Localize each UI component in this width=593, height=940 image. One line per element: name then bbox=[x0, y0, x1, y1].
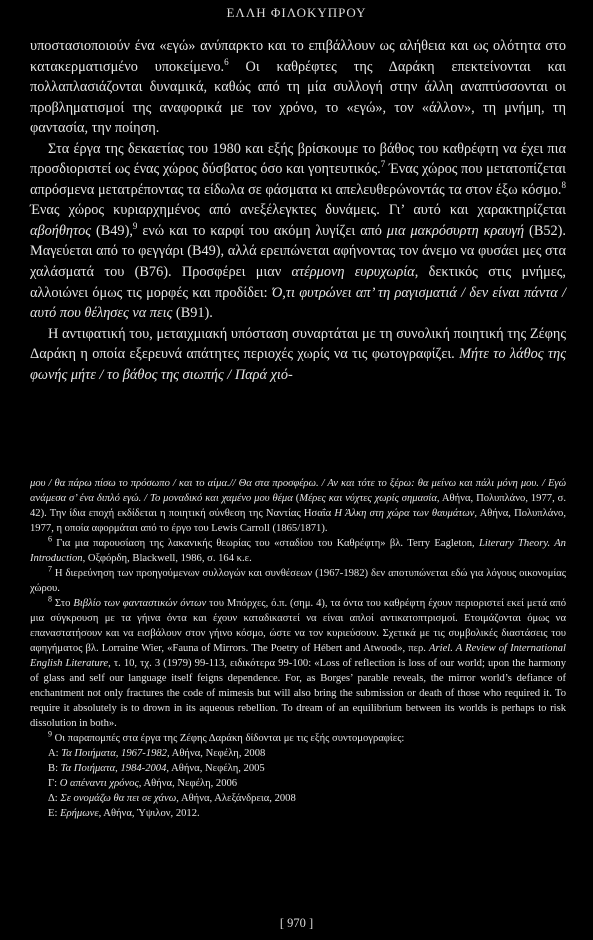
text-span: , δεκτικός στις μνήμες, αλλοιώνει όμως τις μορφές και προδίδει: bbox=[30, 264, 566, 301]
page-number: [ 970 ] bbox=[279, 916, 314, 930]
text-span: Οι παραπομπές στα έργα της Ζέφης Δαράκη δίδονται με τις εξής συντομογραφίες: bbox=[52, 733, 405, 744]
text-span: , Οξφόρδη, Blackwell, 1986, σ. 164 κ.ε. bbox=[82, 553, 252, 564]
running-head: ΕΛΛΗ ΦΙΛΟΚΥΠΡΟΥ bbox=[226, 5, 367, 20]
text-span: , Αθήνα, Πολυπλάνο, 1977, σ. 42). Την ίδια εποχή εκδίδεται η ποιητική σύνθεση της Ναντίας Ησαΐα bbox=[30, 493, 567, 519]
text-span: Στα έργα της δεκαετίας του 1980 και εξής βρίσκουμε το βάθος του καθρέφτη να έχει πια προσδιοριστεί ως ένας χώρος δύσβατος όσο και γοητευτικός. bbox=[30, 140, 566, 178]
book-title: Η Άλκη στη χώρα των θαυμάτων bbox=[334, 508, 475, 519]
footnote-ref[interactable]: 7 bbox=[380, 159, 386, 170]
italic-quote: Μήτε το λάθος της φωνής μήτε / το βάθος της σιωπής / Παρά χιό- bbox=[30, 346, 566, 383]
paragraph bbox=[30, 324, 566, 386]
text-span: , Αθήνα, Ύψιλον, 2012. bbox=[98, 808, 200, 819]
text-span: Ένας χώρος που μετατοπίζεται απρόσμενα μετατρέποντας τα είδωλα σε φάσματα κι απελευθερώνοντάς τα στον έξω κόσμο. bbox=[30, 161, 566, 198]
text-span: ( bbox=[292, 493, 300, 504]
text-span: , Αθήνα, Νεφέλη, 2005 bbox=[166, 763, 265, 774]
text-span: Ένας χώρος κυριαρχημένος από ανεξέλεγκτες δυνάμεις. Γι’ αυτό και χαρακτηρίζεται bbox=[30, 202, 566, 219]
text-span: Οι καθρέφτες της Δαράκη επεκτείνονται και πολλαπλασιάζονται δυναμικά, καθώς από τη μία συλλογή στην άλλη αναπτύσσονται οι προβληματισμοί της αναφορικά με τον χρόνο, το «εγώ», τον «άλλον», τη μνήμη, τη φαντασία, την ποίηση. bbox=[30, 58, 566, 137]
footnote-7 bbox=[30, 566, 566, 596]
abbreviation-code: Γ: bbox=[48, 778, 60, 789]
text-span: , Αθήνα, Αλεξάνδρεια, 2008 bbox=[176, 793, 296, 804]
abbreviation-code: Β: bbox=[48, 763, 61, 774]
footnote-8 bbox=[30, 596, 566, 731]
paragraph bbox=[30, 139, 566, 324]
italic-quote: μια μακρόσυρτη κραυγή bbox=[386, 222, 525, 239]
text-span: Η διερεύνηση των προηγούμενων συλλογών και συνθέσεων (1967-1982) δεν αποτυπώνεται εδώ για λόγους οικονομίας χώρου. bbox=[30, 568, 566, 594]
footnote-ref[interactable]: 8 bbox=[561, 180, 566, 191]
text-span: , Αθήνα, Νεφέλη, 2008 bbox=[166, 748, 266, 759]
footnote-number: 8 bbox=[48, 594, 52, 604]
journal-title: Ariel. A Review of International English Literature bbox=[30, 643, 566, 669]
text-span: Στο bbox=[52, 598, 74, 609]
book-title: Τα Ποιήματα, 1984-2004 bbox=[60, 763, 167, 774]
footnote-9 bbox=[30, 731, 566, 746]
book-title: Ερήμωνε bbox=[60, 808, 99, 819]
text-span: , Αθήνα, Νεφέλη, 2006 bbox=[138, 778, 238, 789]
footnotes bbox=[30, 476, 566, 821]
text-span: , Αθήνα, Πολυπλάνο, 1977, η οποία αφορμάται από το έργο του Lewis Carroll (1865/1871). bbox=[30, 508, 566, 534]
text-span: υποστασιοποιούν ένα «εγώ» ανύπαρκτο και το επιβάλλουν ως αλήθεια και ως ολότητα στο κατακερματισμένο υποκείμενο. bbox=[30, 38, 566, 75]
text-span: , τ. 10, τχ. 3 (1979) 99-113, ειδικότερα 99-100: «Loss of reflection is loss of our world; upon the harmony of glass and self our language itself feigns dependence. For, as Borges’ parable reveals, the mirror world’s defiance of enchantment not only fractures the code of mimesis but will also bring the submission or death of those who required it. To require it absolutely is to drown in its aqueous rebellion. To dream of an equilibrium between its worlds is perhaps to risk dissolution in both». bbox=[30, 658, 566, 729]
text-span: ενώ και το καρφί του ακόμη λυγίζει από bbox=[137, 222, 387, 239]
text-span: (B49), bbox=[91, 222, 133, 239]
abbreviation-code: Ε: bbox=[48, 808, 61, 819]
book-title: Σε ονομάζω θα πει σε χάνω bbox=[60, 793, 177, 804]
italic-quote: αβοήθητος bbox=[30, 222, 92, 239]
footnote-6 bbox=[30, 536, 566, 566]
text-span: του Μπόρχες, ό.π. (σημ. 4), τα όντα του καθρέφτη έχουν περιοριστεί εκεί μετά από μια σύγκρουση με τα γήινα όντα και έχουν καταδικαστεί να είναι απλοί αντικατοπτρισμοί. Ετοιμάζονται όμως να επαναστατήσουν και να εισβάλουν στον γήινο κόσμο, ώστε να τον κυριεύσουν. Σχετικά με τις συμβολικές διαστάσεις του αφηγήματος βλ. Lorraine Wier, «Fauna of Mirrors. The Poetry of Hébert and Atwood», περ. bbox=[30, 598, 566, 654]
abbreviation-code: Δ: bbox=[48, 793, 61, 804]
text-span: Για μια παρουσίαση της λακανικής θεωρίας του «σταδίου του Καθρέφτη» βλ. Terry Eagleton, bbox=[52, 538, 479, 549]
italic-quote: Ό,τι φυτρώνει απ’ τη ραγισματιά / δεν είναι πάντα / αυτό που θέλησες να πεις bbox=[30, 284, 566, 322]
abbreviation-item bbox=[30, 746, 566, 761]
footnote-ref[interactable]: 6 bbox=[224, 56, 229, 67]
book-title: Literary Theory. An Introduction bbox=[30, 538, 566, 564]
main-text bbox=[30, 36, 566, 385]
paragraph bbox=[30, 36, 566, 139]
italic-quote: μου / θα πάρω πίσω το πρόσωπο / και το αίμα.// Θα στα προσφέρω. / Αν και τότε το ξέρω: θα μείνω και πάλι μόνη μου. / Εγώ ανάμεσα σ’ ένα διπλό εγώ. / Το μοναδικό και χαμένο μου θέμα bbox=[30, 478, 566, 504]
text-span: (B91). bbox=[172, 305, 213, 322]
abbreviation-item bbox=[30, 791, 566, 806]
abbreviation-item bbox=[30, 806, 566, 821]
abbreviation-code: Α: bbox=[48, 748, 62, 759]
book-title: Τα Ποιήματα, 1967-1982 bbox=[61, 748, 167, 759]
book-title: Ο απέναντι χρόνος bbox=[59, 778, 139, 789]
footnote-continuation bbox=[30, 476, 566, 536]
footnote-number: 6 bbox=[48, 534, 52, 544]
book-title: Βιβλίο των φανταστικών όντων bbox=[73, 598, 207, 609]
book-title: Μέρες και νύχτες χωρίς σημασία bbox=[299, 493, 437, 504]
footnote-number: 7 bbox=[48, 564, 52, 574]
abbreviation-item bbox=[30, 776, 566, 791]
footnote-ref[interactable]: 9 bbox=[132, 221, 138, 232]
footnote-number: 9 bbox=[48, 729, 52, 739]
abbreviation-item bbox=[30, 761, 566, 776]
text-span: Η αντιφατική του, μεταιχμιακή υπόσταση συναρτάται με τη συνολική ποιητική της Ζέφης Δαράκη η οποία εξερευνά απάτητες περιοχές χωρίς να τις φωτογραφίζει. bbox=[30, 325, 566, 363]
text-span: (B52). Μαγεύεται από το φεγγάρι (B49), αλλά ερειπώνεται αφήνοντας τον άνεμο να φυσάει μες στα χαλάσματά του (B76). Προσφέρει μιαν bbox=[30, 222, 566, 281]
italic-quote: ατέρμονη ευρυχωρία bbox=[291, 264, 415, 281]
